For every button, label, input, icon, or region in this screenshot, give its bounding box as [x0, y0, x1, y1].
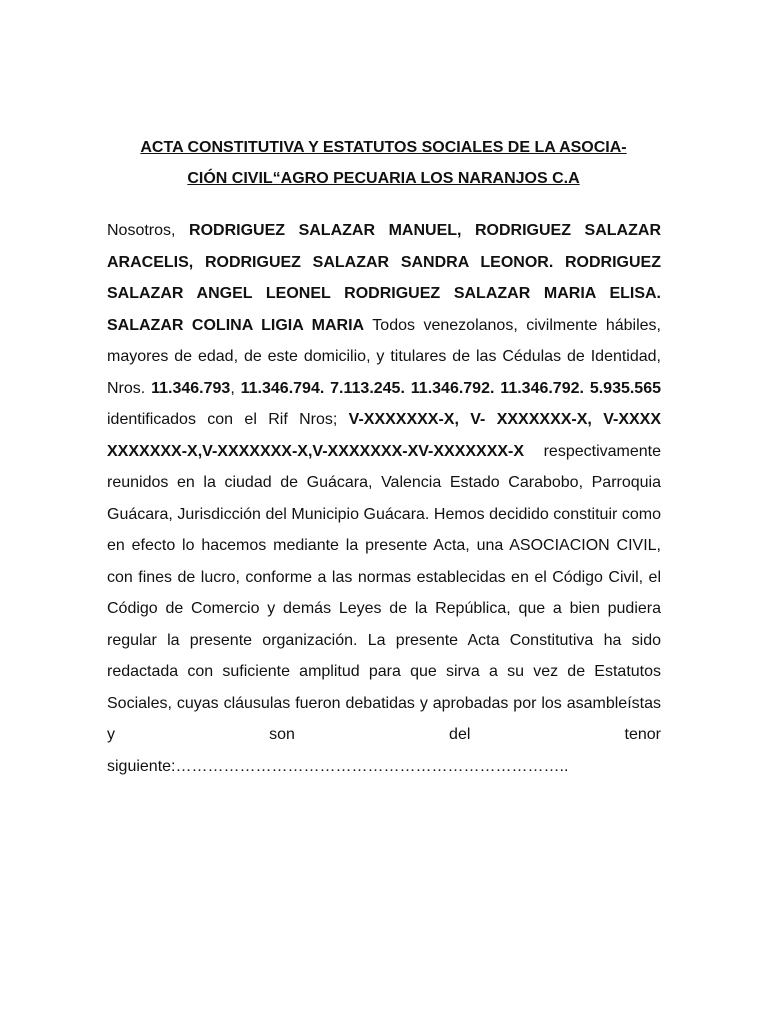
id-numbers-rest: 11.346.794. 7.113.245. 11.346.792. 11.346.792. 5.935.565: [240, 379, 662, 397]
text-separator: ,: [230, 379, 241, 397]
text-citizenship: Todos venezolanos, civilmente hábiles, mayores de edad, de este domicilio, y titulares de las Cédulas de Identidad, Nros.: [107, 316, 661, 397]
id-number-first: 11.346.793: [151, 379, 231, 397]
text-rif: identificados con el Rif Nros;: [107, 411, 349, 428]
body-paragraph: [107, 215, 661, 782]
rif-numbers: V-XXXXXXX-X, V- XXXXXXX-X, V-XXXX XXXXXXX-X,V-XXXXXXX-X,V-XXXXXXX-XV-XXXXXXX-X: [107, 411, 661, 460]
title-line-1: ACTA CONSTITUTIVA Y ESTATUTOS SOCIALES DE LA ASOCIA-: [140, 139, 627, 156]
text-intro: Nosotros,: [107, 222, 190, 239]
document-title: [106, 132, 661, 194]
names-list: RODRIGUEZ SALAZAR MANUEL, RODRIGUEZ SALAZAR ARACELIS, RODRIGUEZ SALAZAR SANDRA LEONOR. RODRIGUEZ SALAZAR ANGEL LEONEL RODRIGUEZ SALAZAR MARIA ELISA. SALAZAR COLINA LIGIA MARIA: [107, 222, 661, 334]
title-line-2: CIÓN CIVIL“AGRO PECUARIA LOS NARANJOS C.A: [187, 170, 580, 187]
text-body: respectivamente reunidos en la ciudad de Guácara, Valencia Estado Carabobo, Parroquia Guácara, Jurisdicción del Municipio Guácara. Hemos decidido constituir como en efecto lo hacemos mediante la presente Acta, una ASOCIACION CIVIL, con fines de lucro, conforme a las normas establecidas en el Código Civil, el Código de Comercio y demás Leyes de la República, que a bien pudiera regular la presente organización. La presente Acta Constitutiva ha sido redactada con suficiente amplitud para que sirva a su vez de Estatutos Sociales, cuyas cláusulas fueron debatidas y aprobadas por los asambleístas y son del tenor siguiente:………………………………………………………………..: [107, 442, 661, 775]
